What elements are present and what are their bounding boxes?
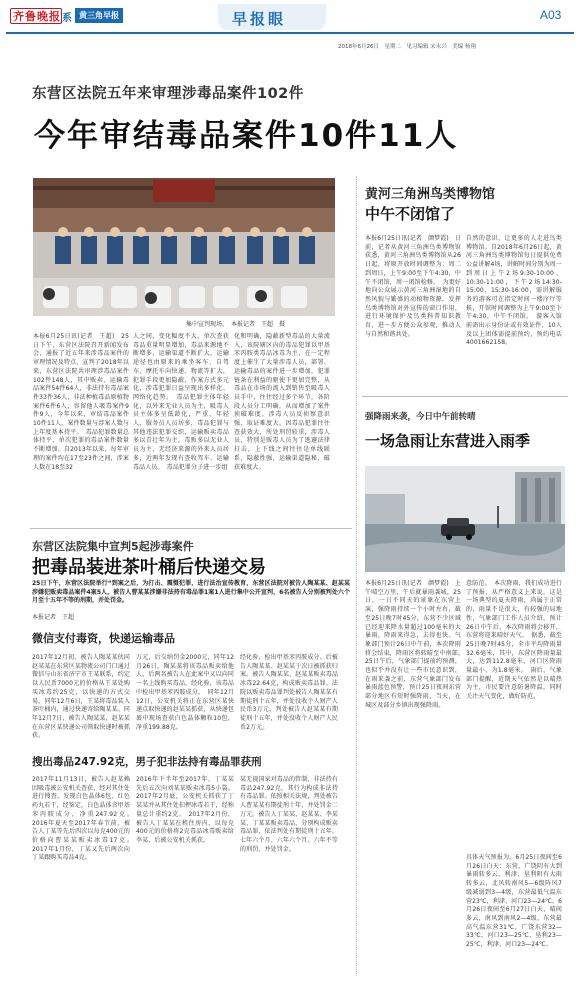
rain-body-col1: 本报6月25日讯(记者 颜梦霞) 上午晴空万里，午后就暴雨袭城，25日，一日不同天的景象在东营上演，强降雨持续一个小时左右，截至25日晚7时45分，东营不少区域已经迎来降水量超过100毫米的大暴雨，降雨来得急，去得也快。气象部门预计26日中午前，本次降雨将会结束，降雨区将转晴至中南部。 25日午后，气象部门提前约预测，也似乎并没有让一些市民意识到，在雨来袭之前，东营气象部门发布暴雨蓝色预警，预计25日夜间东营部分地区有短时强降雨，当天，在城区及部分乡镇出现强降雨。: [365, 580, 468, 709]
series-label: 系: [62, 13, 72, 24]
divider-right-column: [356, 176, 357, 976]
page-code: A03: [540, 8, 562, 22]
rain-kicker: 强降雨来袭，今日中午前转晴: [365, 412, 476, 422]
museum-headline-2: 中午不闭馆了: [365, 205, 456, 223]
rain-body-col1-cont: [365, 756, 461, 974]
lead-kicker: 东营区法院五年来审理涉毒品案件102件: [32, 86, 304, 102]
courtroom-photo: [33, 178, 335, 316]
meth-col1: 2017年11月13日，被告人赵某赖因吸毒被公安机关查获，经对其住处进行搜查，发现白色晶体6包、红色药丸若干，经鉴定，白色晶体含甲基苯丙胺成分，净重247.92克。 2016年夏天至2017年春节前，被告人丁某等先后四次以每克400元的价格向曹某某贩卖冰毒17克。 2017年1月份，丁某又先后两次向丁某跟购买毒品4克。: [32, 776, 137, 862]
trial-headline: 把毒品装进茶叶桶后快递交易: [32, 557, 266, 578]
masthead: [0, 0, 580, 36]
lead-headline: 今年审结毒品案件10件11人: [34, 118, 459, 154]
wechat-col1: 2017年12月初，被告人陶某某伙同赵某某在东营区某物流公司门口通过微信与山东省济宁市王某联系，约定以人民币7000元的价格从王某处购买冰毒约25克，以快递的方式交易。同年12月6日，王某将毒品装入茶叶桶内，通过快递寄给陶某某。同年12月7日，被告人陶某某、赵某某在东营区某快递公司领取快递时被抓获。: [32, 654, 130, 740]
trial-byline: 本报记者 王超: [32, 614, 75, 621]
rain-headline: 一场急雨让东营进入雨季: [365, 432, 531, 450]
divider-lead-trial: [30, 528, 352, 529]
section-title: 早报眼: [232, 10, 287, 28]
wechat-col2: 万元，后交纳罚金2000元，同年12月26日，陶某某将该毒品贩卖给他人，后两名被告人在此案中又以向同一名上线购买毒品，经化验，该毒品中检出甲基苯丙胺成分。 同年12月12日，公安机关将正在东营区某快递点取快递的赵某某抓获，从快递包裹中现场查获白色晶体颗粒10包，净重199.88克。: [136, 654, 234, 731]
flooded-street-photo: [365, 466, 565, 572]
lead-body-col2: 人之间，变化幅度不大，单次查获毒品重量明显增加，毒品来源地不断增多，运输渠道不断扩大，运输途径也由原来的乘坐客车、自驾车、摩托车向快递、物流等扩大，犯罪手段更加隐蔽，作案方式多元化，涉毒犯罪日益呈现出多样化、网络化趋势。 毒品犯罪主体年轻化，以外来无业人员为主，吸毒人员主体多呈低龄化，严重、年轻人、服务员人员居多，毒品犯罪与其他违法犯罪交织，运输贩卖毒品多以青壮年为主，毒贩多以无业人员为主，无经济来源的外来人员居多，近两年发现有查收驾车、运输毒品人员。 毒品犯罪分子进一步组: [133, 333, 229, 471]
lead-body-col3: 化和明确，隐蔽新型毒品的大量流入，该院辖区内的毒品犯罪以甲基苯丙胺类毒品冰毒为主，在一定程度上催生了大量涉毒人员，部署、运输毒品的案件进一步增加，犯罪链条在利益的驱使下更加完整，从毒品在市场的流入到销售至吸毒人员手中，往往经过多个环节，各阶段人员分工明确，从而增加了案件侦破难度。涉毒人员反侦察意识强，取证难度大。因毒品犯罪往往查获效大，所处刑罚较重，涉毒人员，特别是贩毒人员为了逃避法律打击，上下线之间往往是单线联系，隐蔽性强，运输渠道隐秘，破获难度大。: [234, 333, 330, 471]
lead-body-col1: 本报6月25日讯(记者 王超) 25日下午，东营区法院召开新闻发布会，通报了近五年来涉毒品案件的审理情况及特点，宣判了2018年以来，东营区法院共审理涉毒品案件102件148人，其中贩卖、运输毒品案件54件64人，非法持有毒品案件33件36人，非法种植毒品原植物案件6件6人，容留他人吸毒案件9件9人，今年以来，审结毒品案件10件11人，案件数量与涉案人数与上年度基本持平。 毒品犯罪数量总体持平，单次犯罪的毒品案件数量不断增加。自2013年以来，每年审理的案件均在17至23件之间，涉案人数在18至32: [33, 333, 129, 471]
wechat-headline: 微信支付毒资，快递运输毒品: [32, 632, 175, 645]
museum-headline-1: 黄河三角洲鸟类博物馆: [365, 187, 496, 202]
divider-museum-rain: [362, 396, 568, 397]
trial-deck: 25日下午，东营区法院举行“到案之后，为打击、震慑犯罪，进行法治宣传教育，东营区法院对被告人陶某某、赵某某涉嫌犯贩卖毒品案件4案5人，被告人曹某某涉嫌非法持有毒品罪1案1人进行集中公开宣判，6名被告人分别被判处六个月至十五年不等的刑期，并处罚金。: [32, 580, 350, 605]
trial-kicker: 东营区法院集中宣判5起涉毒案件: [32, 540, 194, 553]
wechat-col3: 经化验，检出甲基苯丙胺成分。后被告人陶某某、赵某某于次日被抓获归案。被告人陶某某、赵某某贩卖毒品冰毒22.64克，构成贩卖毒品罪。法院以贩卖毒品罪判处被告人陶某某有期徒刑十五年，并处没收个人财产人民币3万元，判处被告人赵某某有期徒刑十五年，并处没收个人财产人民币2万元。: [240, 654, 338, 731]
meth-headline: 搜出毒品247.92克，男子犯非法持有毒品罪获刑: [32, 756, 262, 768]
meth-col2: 2016年下半年至2017年，丁某某先后五次向刘某某贩卖冰毒5小袋。2017年2月底，公安机关抓获了丁某某并从其住处扣押冰毒若干，经称量总计重约2克。 2017年2月份，被告人丁某某在租住房内，以每克400元的价格将2克毒品冰毒贩卖给李某，后被公安机关抓获。: [136, 776, 234, 844]
dateline: 2018年6月26日 星期二 见习编辑 宋永兴 美编 杨翔: [338, 44, 476, 50]
logo-text: 齐鲁晚报: [13, 10, 61, 23]
meth-col3: 某无视国家对毒品的管制，非法持有毒品247.92克，其行为构成非法持有毒品罪。依照相关法规，判处被告人曹某某有期徒刑十年，并处罚金二万元。被告人丁某某、赵某某、李某某、丁某某贩卖毒品，分别构成贩卖毒品罪，依法判处有期徒刑十五年、七年六个月、六年六个月、六年不等的刑罚，并处罚金。: [240, 776, 338, 853]
photo-caption: 集中宣判现场。 本报记者 王超 摄: [186, 321, 286, 328]
museum-body-col2: 自然的意识，让更多的人走进鸟类博物馆。自2018年6月26日起，黄河三角洲鸟类博物馆每日提供免费公益讲解4场，讲解时间分别为周一到周日上午2场9:30-10:00、10:30-11:00，下午2场14:30-15:00、15:30-16:00，需讲解服务的游客可在指定时间一楼序厅等候，开馆时间调整为上午9:00至下午4:30，中午不闭馆。 游客入馆前需出示身份证或有效证件，10人及以上团体需提前预约，预约电话4001662158。: [466, 235, 562, 347]
sub-tag: 黄三角早报: [75, 8, 123, 23]
rain-body-col2: 意防范。 本次降雨，我们成功进行了预报，从严格意义上来说，这是一场典型的夏天降雨，尚属于正常的，雨量不是很大，有较强的局地性，气象部门工作人员介绍，预计26日中午后，本次降雨将会移开，东营将迎来晴好天气。 据悉，截至25日晚7时45分，全市平均降雨量32.6毫米，其中，东营区降雨量最大，达到112.8毫米，河口区降雨量最小，为1.8毫米。 雨后，气象部门提醒，近期天气依然是以晴热为主，市民要注意防暑降温，同时关注天气变化，做好防范。: [466, 580, 562, 701]
museum-body-col1: 本报6月25日讯(记者 颜梦霞) 日前，记者从黄河三角洲鸟类博物馆获悉，黄河三角洲鸟类博物馆从26日起，将原开放时间调整为：周二到周日，上午9:00至下午4:30，中午不闭馆，周一闭馆检修。 为更好地向公众展示黄河三角洲湿地的自然风貌与繁盛的动植物资源，发挥鸟类博物馆对外宣传的窗口作用，进行环境保护及鸟类科普知识教育，进一步方便公众参观，推动人与自然和谐共处。: [365, 235, 461, 338]
masthead-rule: [6, 32, 574, 34]
rain-forecast: 具体天气预报为，6月25日夜间至6月26日白天：东营，广饶阴有大到暴雨转多云，利津、垦利阴有大雨转多云，北风转南风5—6级阵风7级减弱到3—4级，东营最低气温东营23℃，利津、河口23—24℃。6月26日夜间至6月27日白天，晴间多云，南风到南风2—4级，东营最高气温东营31℃，广饶东营32—33℃，河口23—25℃，垦利23—25℃，利津、河口23—24℃。: [466, 854, 562, 949]
